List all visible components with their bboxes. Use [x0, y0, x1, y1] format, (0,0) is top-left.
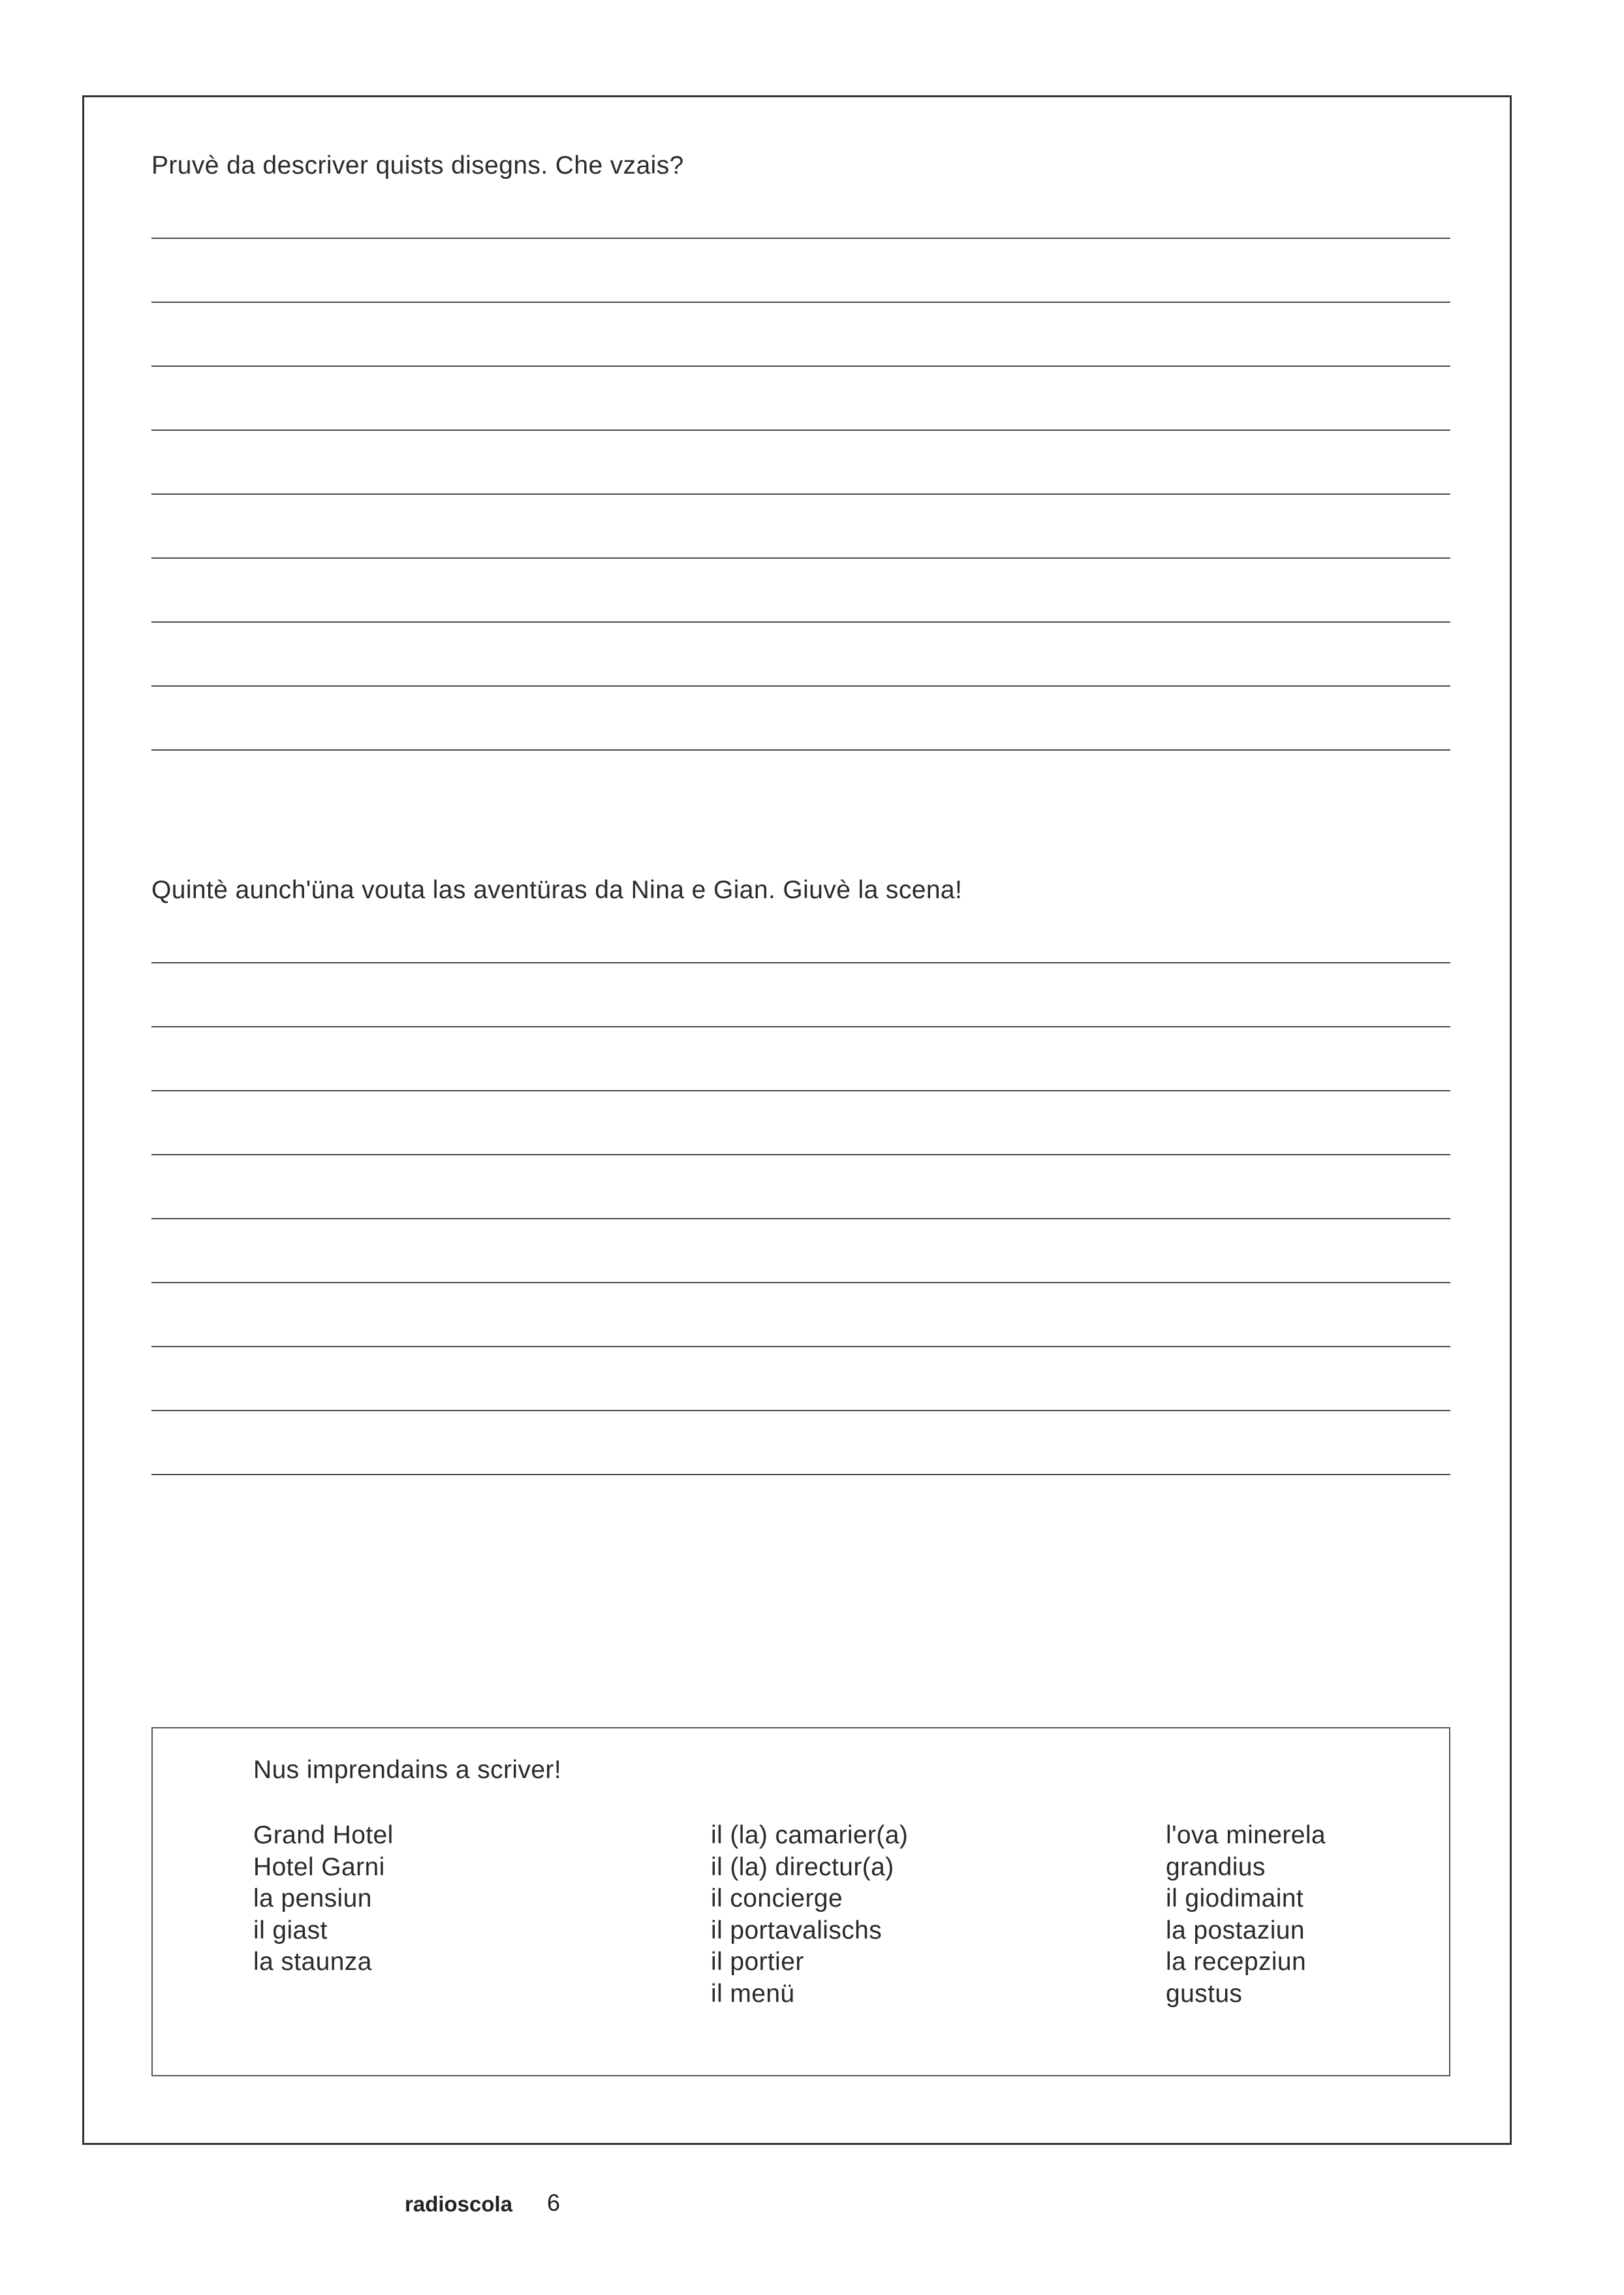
vocabulary-word: il (la) directur(a)	[711, 1852, 894, 1881]
vocabulary-column-1	[253, 1820, 394, 1978]
writing-line[interactable]	[151, 1346, 1450, 1347]
writing-line[interactable]	[151, 493, 1450, 495]
vocabulary-word: grandius	[1166, 1852, 1266, 1881]
vocabulary-word: il (la) camarier(a)	[711, 1821, 909, 1849]
vocabulary-word: Hotel Garni	[253, 1852, 385, 1881]
writing-line[interactable]	[151, 685, 1450, 687]
vocabulary-column-3	[1166, 1820, 1326, 2010]
writing-line[interactable]	[151, 1218, 1450, 1219]
writing-line[interactable]	[151, 557, 1450, 559]
writing-line[interactable]	[151, 749, 1450, 751]
vocabulary-word: la recepziun	[1166, 1948, 1307, 1976]
writing-line[interactable]	[151, 1026, 1450, 1027]
writing-line[interactable]	[151, 962, 1450, 963]
vocabulary-word: la staunza	[253, 1948, 372, 1976]
writing-line[interactable]	[151, 1154, 1450, 1155]
vocabulary-word: l'ova minerela	[1166, 1821, 1326, 1849]
writing-line[interactable]	[151, 1474, 1450, 1475]
vocabulary-word: il giodimaint	[1166, 1884, 1304, 1912]
writing-line[interactable]	[151, 302, 1450, 303]
publication-name: radioscola	[405, 2192, 513, 2216]
vocabulary-word: il portavalischs	[711, 1916, 882, 1944]
vocabulary-word: il menü	[711, 1979, 795, 2008]
vocabulary-column-2	[711, 1820, 908, 2010]
exercise-2-prompt: Quintè aunch'üna vouta las aventüras da Nina e Gian. Giuvè la scena!	[151, 876, 963, 904]
writing-line[interactable]	[151, 1410, 1450, 1411]
writing-line[interactable]	[151, 621, 1450, 623]
vocabulary-word: il giast	[253, 1916, 328, 1944]
vocabulary-word: il concierge	[711, 1884, 843, 1912]
vocabulary-title: Nus imprendains a scriver!	[253, 1756, 562, 1784]
vocabulary-word: Grand Hotel	[253, 1821, 394, 1849]
exercise-1-prompt: Pruvè da descriver quists disegns. Che vzais?	[151, 151, 684, 180]
vocabulary-word: il portier	[711, 1948, 804, 1976]
writing-line[interactable]	[151, 1282, 1450, 1283]
vocabulary-box	[151, 1727, 1450, 2076]
vocabulary-word: la pensiun	[253, 1884, 372, 1912]
vocabulary-word: gustus	[1166, 1979, 1243, 2008]
vocabulary-word: la postaziun	[1166, 1916, 1305, 1944]
page-number: 6	[547, 2189, 561, 2216]
writing-line[interactable]	[151, 429, 1450, 431]
writing-line[interactable]	[151, 238, 1450, 239]
writing-line[interactable]	[151, 1090, 1450, 1091]
writing-line[interactable]	[151, 366, 1450, 367]
